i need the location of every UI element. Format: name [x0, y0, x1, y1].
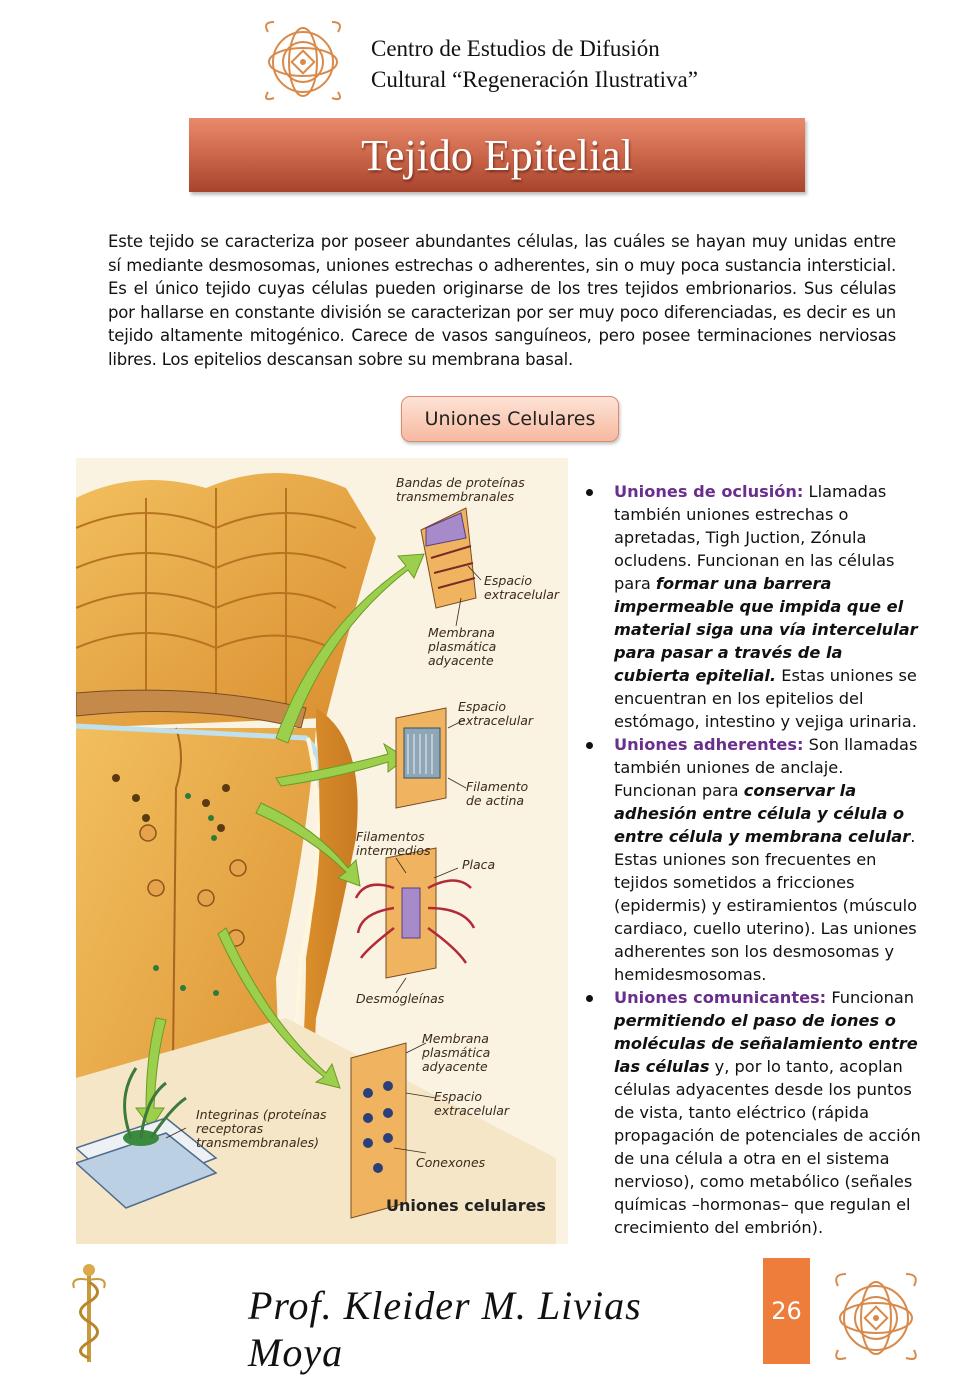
section-button-uniones[interactable]: Uniones Celulares	[401, 396, 619, 442]
author-signature: Prof. Kleider M. Livias Moya	[248, 1283, 642, 1375]
bullet-heading: Uniones de oclusión:	[614, 482, 804, 501]
label-integrinas: Integrinas (proteínas receptoras transmembranales)	[196, 1107, 327, 1150]
gap-junction-drawing	[351, 1043, 406, 1218]
bullet-dot	[586, 995, 593, 1002]
page-title: Tejido Epitelial	[361, 130, 633, 180]
bullet-heading: Uniones comunicantes:	[614, 988, 827, 1007]
label-espacio-3: Espacio extracelular	[434, 1089, 510, 1118]
desmosome-drawing	[356, 848, 474, 978]
bullet-emphasis: formar una barrera impermeable que impida que el material siga una vía intercelular para pasar a través de la cubierta epitelial.	[614, 574, 918, 685]
bullet-text: Llamadas también uniones estrechas o apretadas, Tigh Juction, Zónula ocludens. Funcionan en las células para	[614, 482, 895, 593]
label-placa: Placa	[462, 857, 496, 872]
bullet-text: Son llamadas también uniones de anclaje. Funcionan para	[614, 735, 918, 800]
label-desmogleinas: Desmogleínas	[356, 991, 445, 1006]
header-line-2: Cultural “Regeneración Ilustrativa”	[371, 67, 698, 92]
footer-logo	[828, 1270, 924, 1362]
junction-types-list	[586, 480, 921, 1239]
label-filamentos-intermedios: Filamentos intermedios	[356, 829, 431, 858]
list-item-oclusion	[586, 480, 921, 733]
bullet-text: . Estas uniones son frecuentes en tejidos sometidos a fricciones (epidermis) y estiramientos (músculo cardiaco, cuello uterino). Las uniones adherentes son los desmosomas y hemidesmosomas.	[614, 827, 918, 984]
institution-logo	[258, 18, 348, 102]
caduceus-icon	[66, 1262, 112, 1366]
label-membrana-2: Membrana plasmática adyacente	[422, 1031, 491, 1074]
bullet-emphasis: permitiendo el paso de iones o moléculas de señalamiento entre las células	[614, 1011, 918, 1076]
bullet-dot	[586, 489, 593, 496]
bullet-emphasis: conservar la adhesión entre célula y célula o entre célula y membrana celular	[614, 781, 911, 846]
cell-junctions-figure	[76, 458, 568, 1244]
label-conexones: Conexones	[416, 1155, 486, 1170]
bullet-text: y, por lo tanto, acoplan células adyacentes desde los puntos de vista, tanto eléctrico (rápida propagación de potenciales de acción de una célula a otra en el sistema nervioso), como metabólico (señales químicas –hormonas– que regulan el crecimiento del embrión).	[614, 1057, 921, 1237]
title-banner	[189, 118, 805, 192]
page-number: 26	[763, 1258, 810, 1364]
label-bandas: Bandas de proteínas transmembranales	[396, 475, 525, 504]
label-filamento-actina: Filamento de actina	[466, 779, 529, 808]
adherens-junction-drawing	[396, 708, 446, 808]
tight-junction-drawing	[421, 508, 476, 608]
label-membrana-1: Membrana plasmática adyacente	[428, 625, 497, 668]
header-line-1: Centro de Estudios de Difusión	[371, 36, 660, 61]
bullet-dot	[586, 742, 593, 749]
label-espacio-2: Espacio extracelular	[458, 699, 534, 728]
intro-paragraph: Este tejido se caracteriza por poseer abundantes células, las cuáles se hayan muy unidas entre sí mediante desmosomas, uniones estrechas o adherentes, sin o muy poca sustancia intersticial. Es el único tejido cuyas células pueden originarse de los tres tejidos embrionarios. Sus células por hallarse en constante división se caracterizan por ser muy poco diferenciadas, es decir es un tejido altamente mitogénico. Carece de vasos sanguíneos, pero posee terminaciones nerviosas libres. Los epitelios descansan sobre su membrana basal.	[108, 232, 896, 369]
bullet-text: Estas uniones se encuentran en los epitelios del estómago, intestino y vejiga urinaria.	[614, 666, 917, 731]
bullet-heading: Uniones adherentes:	[614, 735, 804, 754]
list-item-comunicantes	[586, 986, 921, 1239]
list-item-adherentes	[586, 733, 921, 986]
label-espacio-1: Espacio extracelular	[484, 573, 560, 602]
bullet-text: Funcionan	[826, 988, 915, 1007]
figure-title: Uniones celulares	[386, 1196, 546, 1215]
